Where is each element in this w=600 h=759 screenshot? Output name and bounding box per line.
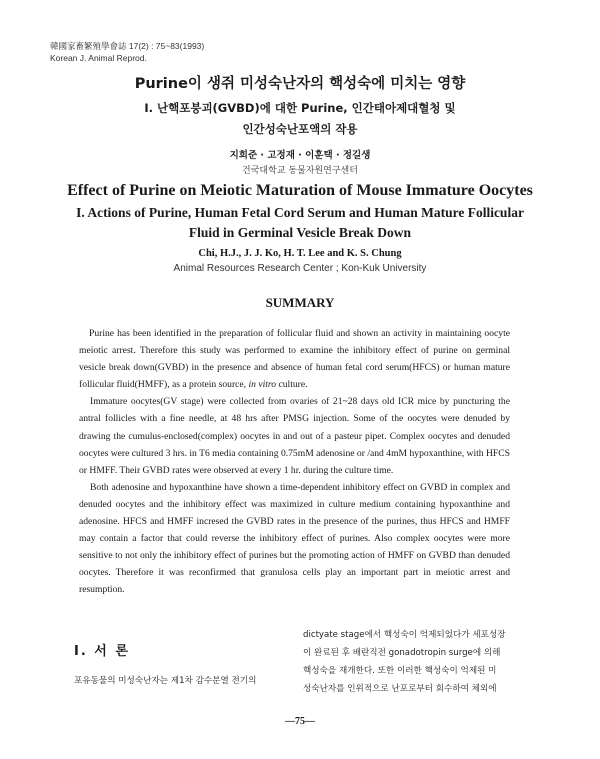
english-affiliation: Animal Resources Research Center ; Kon-Kuk University xyxy=(173,263,427,274)
summary-paragraph: Purine has been identified in the preparation of follicular fluid and shown an activity in maintaining oocyte meiotic arrest. Therefore this study was performed to examine the inhibitory effect of purine on germinal vesicle break down(GVBD) in the presence and absence of human fetal cord serum(HFCS) or human mature follicular fluid(HMFF), as a protein source, in vitro culture. xyxy=(79,328,510,391)
english-title: Effect of Purine on Meiotic Maturation of Mouse Immature Oocytes xyxy=(67,182,533,199)
english-subtitle-line2: Fluid in Germinal Vesicle Break Down xyxy=(188,225,412,240)
korean-subtitle-line2: 인간성숙난포액의 작용 xyxy=(242,122,358,136)
english-authors: Chi, H.J., J. J. Ko, H. T. Lee and K. S. Chung xyxy=(198,248,402,259)
journal-name-english: Korean J. Animal Reprod. xyxy=(50,53,147,63)
korean-subtitle-line1: I. 난핵포붕괴(GVBD)에 대한 Purine, 인간태아제대혈청 및 xyxy=(144,101,456,115)
intro-text-line: 핵성숙을 재개한다. 또한 이러한 핵성숙이 억제된 미 xyxy=(303,666,497,676)
intro-right-column xyxy=(303,626,539,698)
journal-citation xyxy=(50,40,204,64)
summary-paragraph: Both adenosine and hypoxanthine have shown a time-dependent inhibitory effect on GVBD in complex and denuded oocytes and the inhibitory effect was maximized in culture medium containing hypoxanthine and adenosine. HFCS and HMFF incresed the GVBD rates in the presence of the purines, thus HFCS and HMFF may contain a factor that could reverse the inhibitory effect of purines. Also complex oocytes were more sensitive to not only the inhibitory effect of purines but the promoting action of HMFF on GVBD than denuded oocytes. Therefore it was reconfirmed that granulosa cells play an important part in meiotic arrest and resumption. xyxy=(79,481,510,596)
korean-authors: 지희준 · 고정재 · 이훈택 · 정길생 xyxy=(229,150,371,161)
summary-body xyxy=(79,325,510,599)
summary-paragraph: Immature oocytes(GV stage) were collected from ovaries of 21~28 days old ICR mice by puncturing the antral follicles with a fine needle, at 48 hrs after PMSG injection. Some of the oocytes were denuded by drawing the cumulus-enclosed(complex) oocytes in and out of a pasteur pipet. Complex oocytes and denuded oocytes were cultured 3 hrs. in T6 media containing 0.75mM adenosine or /and 4mM hypoxanthine, with HFCS or HMFF. Their GVBD rates were observed at every 1 hr. during the culture time. xyxy=(79,396,510,476)
intro-left-column xyxy=(74,672,284,690)
page-number: —75— xyxy=(285,716,315,727)
journal-name: 韓國家畜繁殖學會誌 17(2) : 75~83(1993) xyxy=(50,41,205,51)
korean-affiliation: 건국대학교 동물자원연구센터 xyxy=(242,166,358,176)
intro-text-line: 포유동물의 미성숙난자는 제1차 감수분열 전기의 xyxy=(74,676,257,686)
introduction-heading: I. 서 론 xyxy=(74,644,130,659)
korean-title: Purine이 생쥐 미성숙난자의 핵성숙에 미치는 영향 xyxy=(134,76,466,92)
summary-heading: SUMMARY xyxy=(265,295,335,310)
intro-text-line: 이 완료된 후 배란직전 gonadotropin surge에 의해 xyxy=(303,648,501,658)
english-subtitle-line1: I. Actions of Purine, Human Fetal Cord Serum and Human Mature Follicular xyxy=(76,205,524,220)
intro-text-line: 성숙난자를 인위적으로 난포로부터 회수하여 체외에 xyxy=(303,684,497,694)
intro-text-line: dictyate stage에서 핵성숙이 억제되었다가 세포성장 xyxy=(303,630,506,640)
